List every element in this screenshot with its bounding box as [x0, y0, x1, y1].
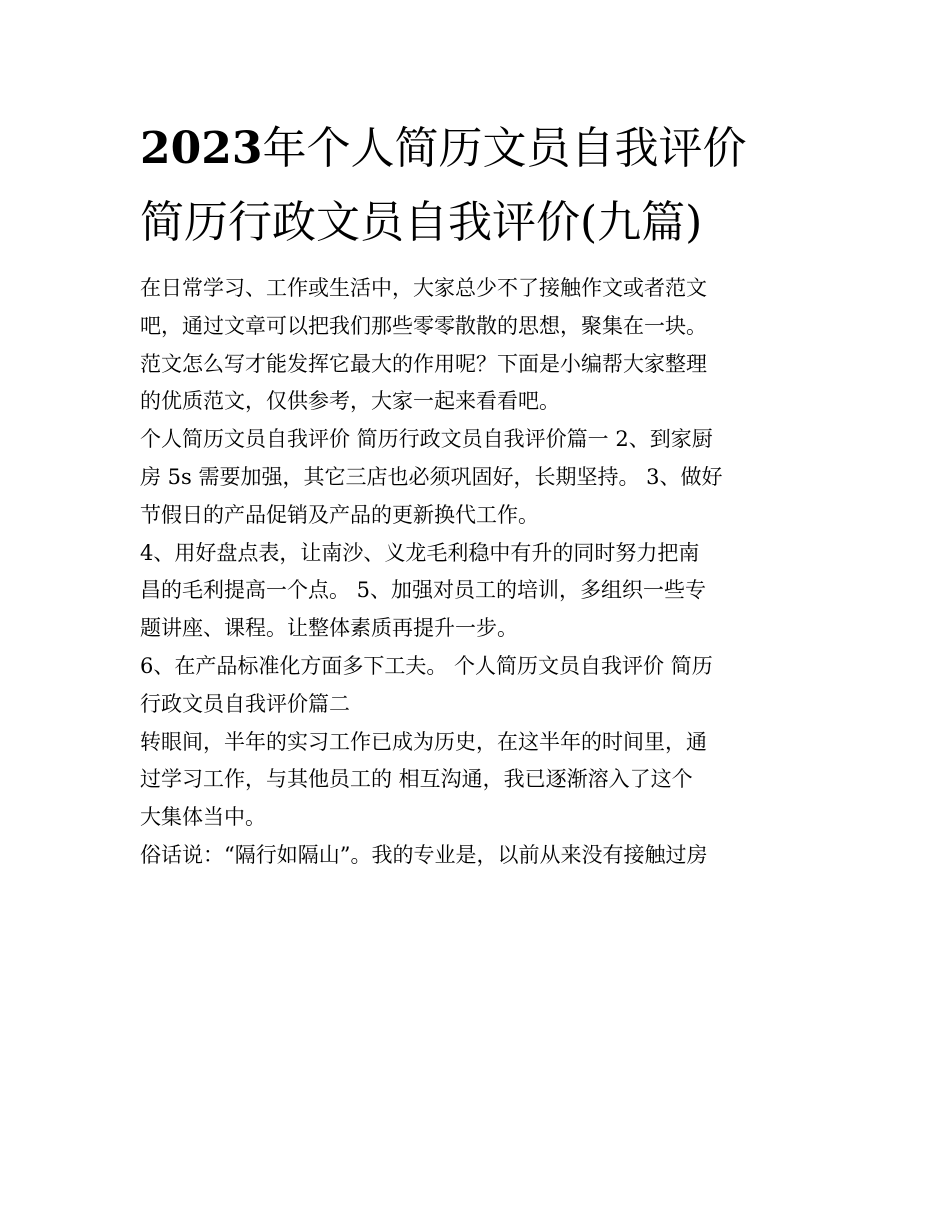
document-page: [140, 112, 812, 875]
text-line: 昌的毛利提高一个点。 5、加强对员工的培训，多组织一些专: [140, 578, 707, 603]
text-line: 个人简历文员自我评价 简历行政文员自我评价篇一 2、到家厨: [140, 427, 713, 452]
text-line: 转眼间，半年的实习工作已成为历史，在这半年的时间里，通: [140, 729, 707, 754]
text-line: 大集体当中。: [140, 805, 266, 830]
text-line: 在日常学习、工作或生活中，大家总少不了接触作文或者范文: [140, 276, 707, 300]
title-line-1-text: 年个人简历文员自我评价: [262, 123, 747, 174]
text-line: 节假日的产品促销及产品的更新换代工作。: [140, 502, 539, 527]
text-line: 俗话说：“隔行如隔山”。我的专业是，以前从来没有接触过房: [140, 842, 708, 867]
document-title: [140, 112, 812, 260]
document-body: [140, 270, 812, 875]
title-year: 2023: [140, 123, 263, 174]
text-line: 房 5s 需要加强，其它三店也必须巩固好，长期坚持。 3、做好: [140, 464, 723, 489]
text-line: 范文怎么写才能发挥它最大的作用呢？下面是小编帮大家整理: [140, 351, 707, 376]
title-line-2: 简历行政文员自我评价(九篇): [140, 197, 703, 248]
text-line: 行政文员自我评价篇二: [140, 691, 350, 716]
text-line: 过学习工作，与其他员工的 相互沟通，我已逐渐溶入了这个: [140, 767, 693, 792]
text-line: 4、用好盘点表，让南沙、义龙毛利稳中有升的同时努力把南: [140, 540, 700, 565]
text-line: 6、在产品标准化方面多下工夫。 个人简历文员自我评价 简历: [140, 653, 713, 678]
text-line: 题讲座、课程。让整体素质再提升一步。: [140, 616, 518, 641]
title-line-1: [140, 112, 812, 186]
text-line: 的优质范文，仅供参考，大家一起来看看吧。: [140, 389, 560, 414]
text-line: 吧，通过文章可以把我们那些零零散散的思想，聚集在一块。: [140, 313, 707, 338]
